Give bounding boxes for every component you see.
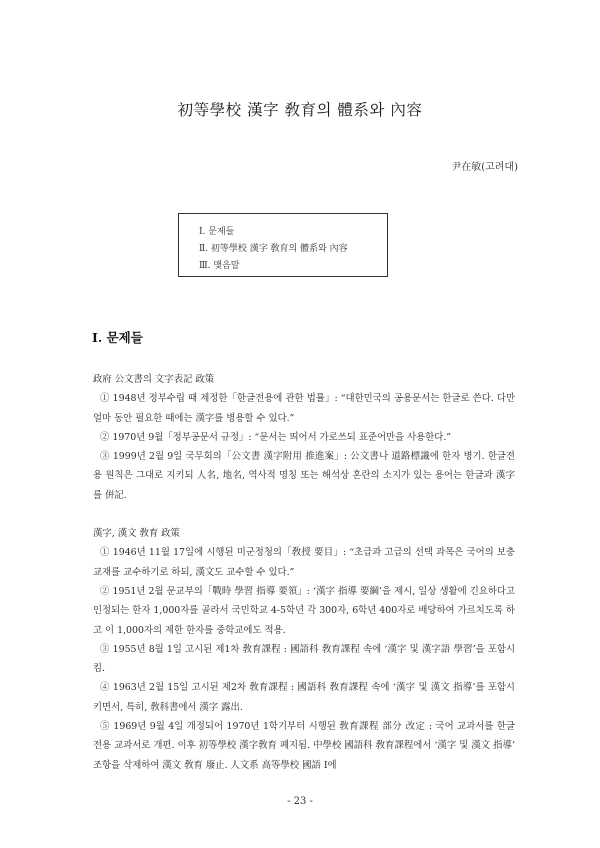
toc-item-2: Ⅱ. 初等學校 漢字 敎育의 體系와 內容 <box>199 244 348 254</box>
page-number: - 23 - <box>287 796 313 807</box>
author-line: 尹在敏(고려대) <box>451 162 518 173</box>
policy-gov-item-2: ② 1970년 9월「정부공문서 규정」: “문서는 띄어서 가로쓰되 표준어만을 사용한다.” <box>100 431 452 443</box>
policy-hanja-item-3: ③ 1955년 8월 1일 고시된 제1차 敎育課程 : 國語科 敎育課程 속에 ‘漢字 및 漢字語 學習’을 포함시킴. <box>93 643 515 675</box>
paragraph-gap <box>93 505 515 524</box>
toc-item-1: Ⅰ. 문제들 <box>199 227 235 237</box>
policy-hanja-title: 漢字, 漢文 敎育 政策 <box>93 528 180 540</box>
section-heading: Ⅰ. 문제들 <box>92 330 143 345</box>
policy-gov-item-3: ③ 1999년 2월 9일 국무회의「公文書 漢字附用 推進案」: 公文書나 道路標識에 한자 병기. 한글전용 원칙은 그대로 지키되 人名, 地名, 역사적 명칭 또는 해석상 혼란의 소지가 있는 용어는 한글과 漢字를 倂記. <box>93 451 515 501</box>
policy-hanja-item-1: ① 1946년 11월 17일에 시행된 미군정청의「敎授 要目」: “초급과 고급의 선택 과목은 국어의 보충 교재를 교수하기로 하되, 漢文도 교수할 수 있다.” <box>93 547 515 578</box>
policy-hanja-item-4: ④ 1963년 2월 15일 고시된 제2차 敎育課程 : 國語科 敎育課程 속에 ‘漢字 및 漢文 指導’를 포함시키면서, 특히, 敎科書에서 漢字 露出. <box>93 682 515 713</box>
policy-hanja-item-2: ② 1951년 2월 문교부의「戰時 學習 指導 要領」: ‘漢字 指導 要綱’을 제시, 일상 생활에 긴요하다고 인정되는 한자 1,000자를 골라서 국민학교 4-5학년 각 300자, 6학년 400자로 배당하여 가르치도록 하고 이 1,000자의 제한 한자를 중학교에도 적용. <box>93 585 515 636</box>
policy-hanja-item-5: ⑤ 1969년 9월 4일 개정되어 1970년 1학기부터 시행된 敎育課程 部分 改定 : 국어 교과서를 한글 전용 교과서로 개편. 이후 初等學校 漢字敎育 폐지됨. 中學校 國語科 敎育課程에서 ‘漢字 및 漢文 指導’ 조항을 삭제하여 漢文 敎育 廢止. 人文系 高等學校 國語 Ⅰ에 <box>93 721 515 771</box>
policy-gov-title: 政府 公文書의 文字表記 政策 <box>93 374 215 385</box>
policy-gov-item-1: ① 1948년 정부수립 때 제정한「한글전용에 관한 법률」: “대한민국의 공용문서는 한글로 쓴다. 다만 얼마 동안 필요한 때에는 漢字를 병용할 수 있다.” <box>93 393 515 424</box>
table-of-contents <box>178 213 388 277</box>
paper-title: 初等學校 漢字 敎育의 體系와 內容 <box>177 101 423 119</box>
toc-item-3: Ⅲ. 맺음말 <box>199 261 240 271</box>
body-content <box>93 370 515 775</box>
